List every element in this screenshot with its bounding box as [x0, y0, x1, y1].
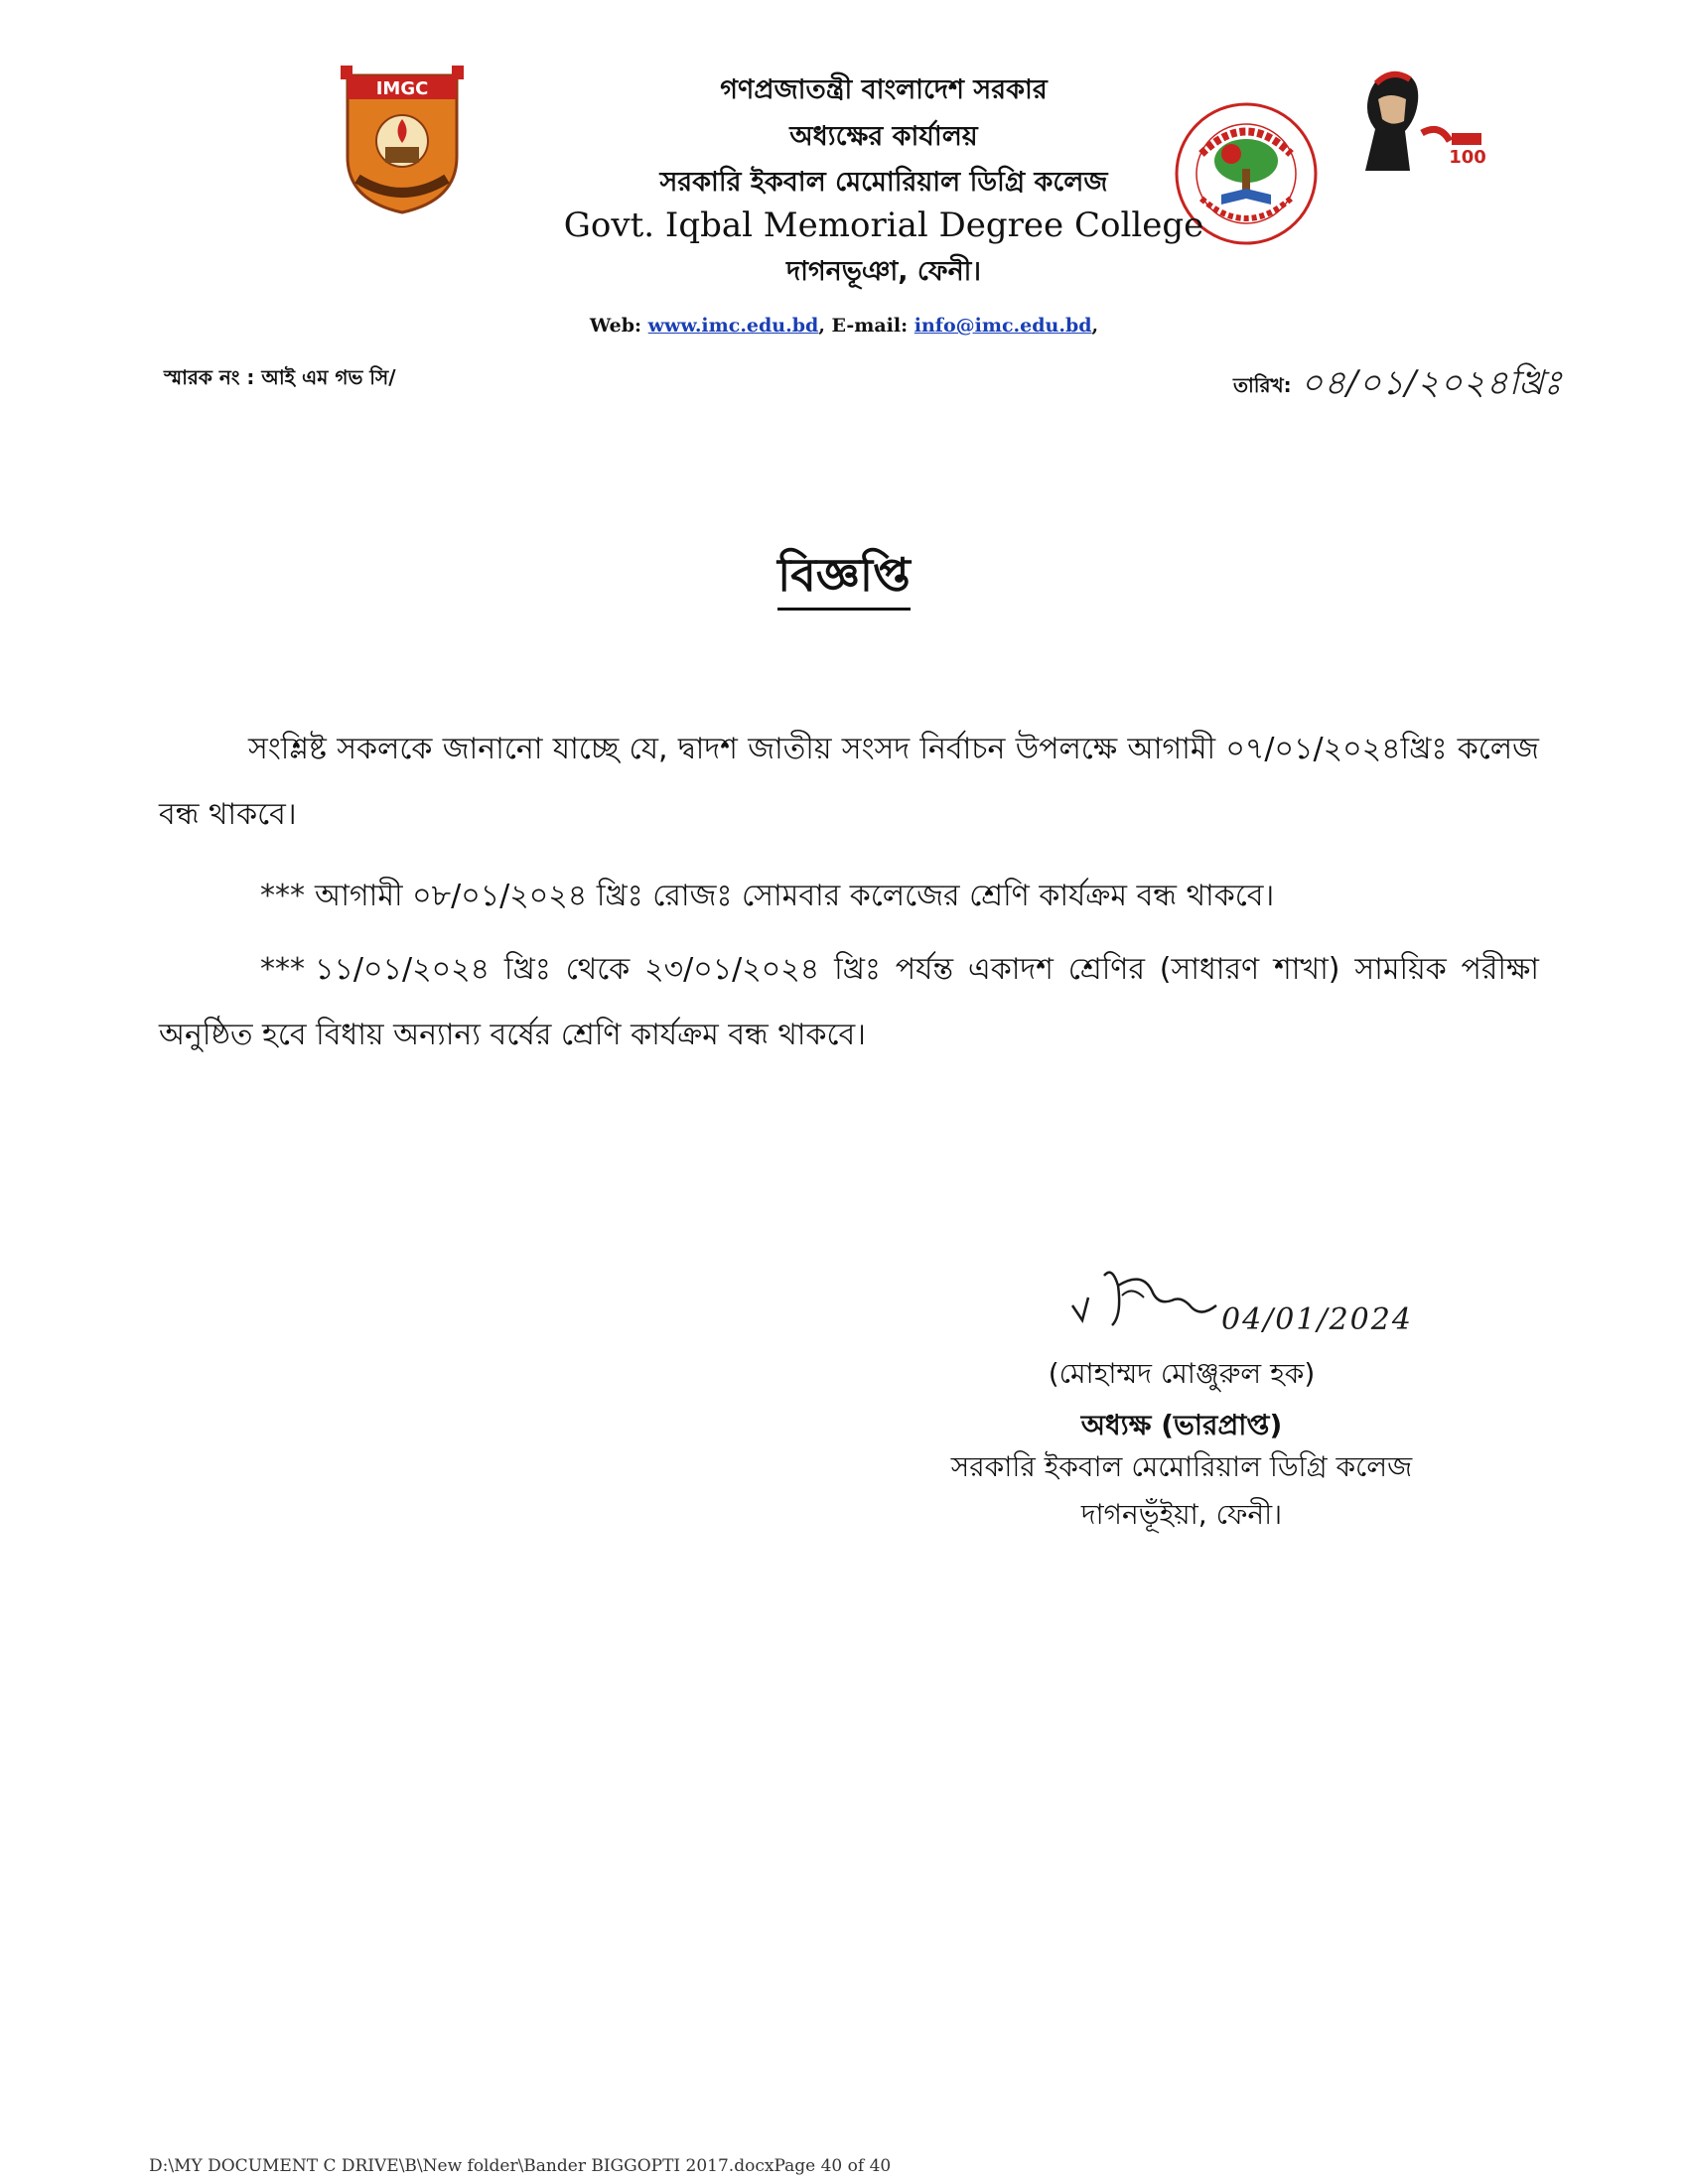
contact-line: Web: www.imc.edu.bd, E-mail: info@imc.edu.bd, — [589, 315, 1099, 337]
notice-title — [0, 541, 1688, 616]
bullet-stars: *** — [260, 879, 305, 913]
handwritten-date: ০৪/০১/২০২৪খ্রিঃ — [1301, 363, 1563, 403]
notice-paragraph-1: সংশ্লিষ্ট সকলকে জানানো যাচ্ছে যে, দ্বাদশ জাতীয় সংসদ নির্বাচন উপলক্ষে আগামী ০৭/০১/২০২৪খ্রিঃ কলেজ বন্ধ থাকবে। — [159, 732, 1539, 832]
web-link[interactable]: www.imc.edu.bd — [647, 315, 819, 337]
bullet-stars: *** — [260, 952, 305, 987]
govt-heading: গণপ্রজাতন্ত্রী বাংলাদেশ সরকার — [720, 74, 1048, 105]
svg-text:100: 100 — [1449, 147, 1486, 168]
document-footer-path: D:\MY DOCUMENT C DRIVE\B\New folder\Bander BIGGOPTI 2017.docxPage 40 of 40 — [149, 2156, 892, 2176]
signatory-name: (মোহাম্মদ মোঞ্জুরুল হক) — [1048, 1357, 1316, 1390]
notice-paragraph-2 — [260, 864, 1541, 929]
signatory-location: দাগনভূঁইয়া, ফেনী। — [1080, 1498, 1283, 1531]
college-name-english: Govt. Iqbal Memorial Degree College — [563, 205, 1204, 245]
office-heading: অধ্যক্ষের কার্যালয় — [789, 121, 978, 152]
web-label: Web: — [589, 315, 642, 337]
notice-paragraph-3-text: ১১/০১/২০২৪ খ্রিঃ থেকে ২৩/০১/২০২৪ খ্রিঃ পর্যন্ত একাদশ শ্রেণির (সাধারণ শাখা) সাময়িক পরীক্ষা অনুষ্ঠিত হবে বিধায় অন্যান্য বর্ষের শ্রেণি কার্যক্রম বন্ধ থাকবে। — [159, 952, 1539, 1052]
notice-paragraph-2-text: আগামী ০৮/০১/২০২৪ খ্রিঃ রোজঃ সোমবার কলেজের শ্রেণি কার্যক্রম বন্ধ থাকবে। — [315, 879, 1275, 913]
notice-title-text: বিজ্ঞপ্তি — [777, 548, 911, 611]
college-name-bangla: সরকারি ইকবাল মেমোরিয়াল ডিগ্রি কলেজ — [659, 167, 1108, 198]
college-location: দাগনভূঞা, ফেনী। — [785, 256, 982, 287]
email-label: E-mail: — [831, 315, 909, 337]
email-link[interactable]: info@imc.edu.bd — [914, 315, 1092, 337]
signatory-institution: সরকারি ইকবাল মেমোরিয়াল ডিগ্রি কলেজ — [950, 1450, 1413, 1483]
notice-paragraph-3 — [159, 937, 1539, 1068]
signatory-designation: অধ্যক্ষ (ভারপ্রাপ্ত) — [1080, 1409, 1283, 1441]
signature-date: 04/01/2024 — [1221, 1302, 1413, 1337]
date-label: তারিখ: — [1233, 373, 1292, 397]
memo-number: স্মারক নং : আই এম গভ সি/ — [164, 365, 396, 389]
logo-imgc-text: IMGC — [375, 78, 429, 99]
